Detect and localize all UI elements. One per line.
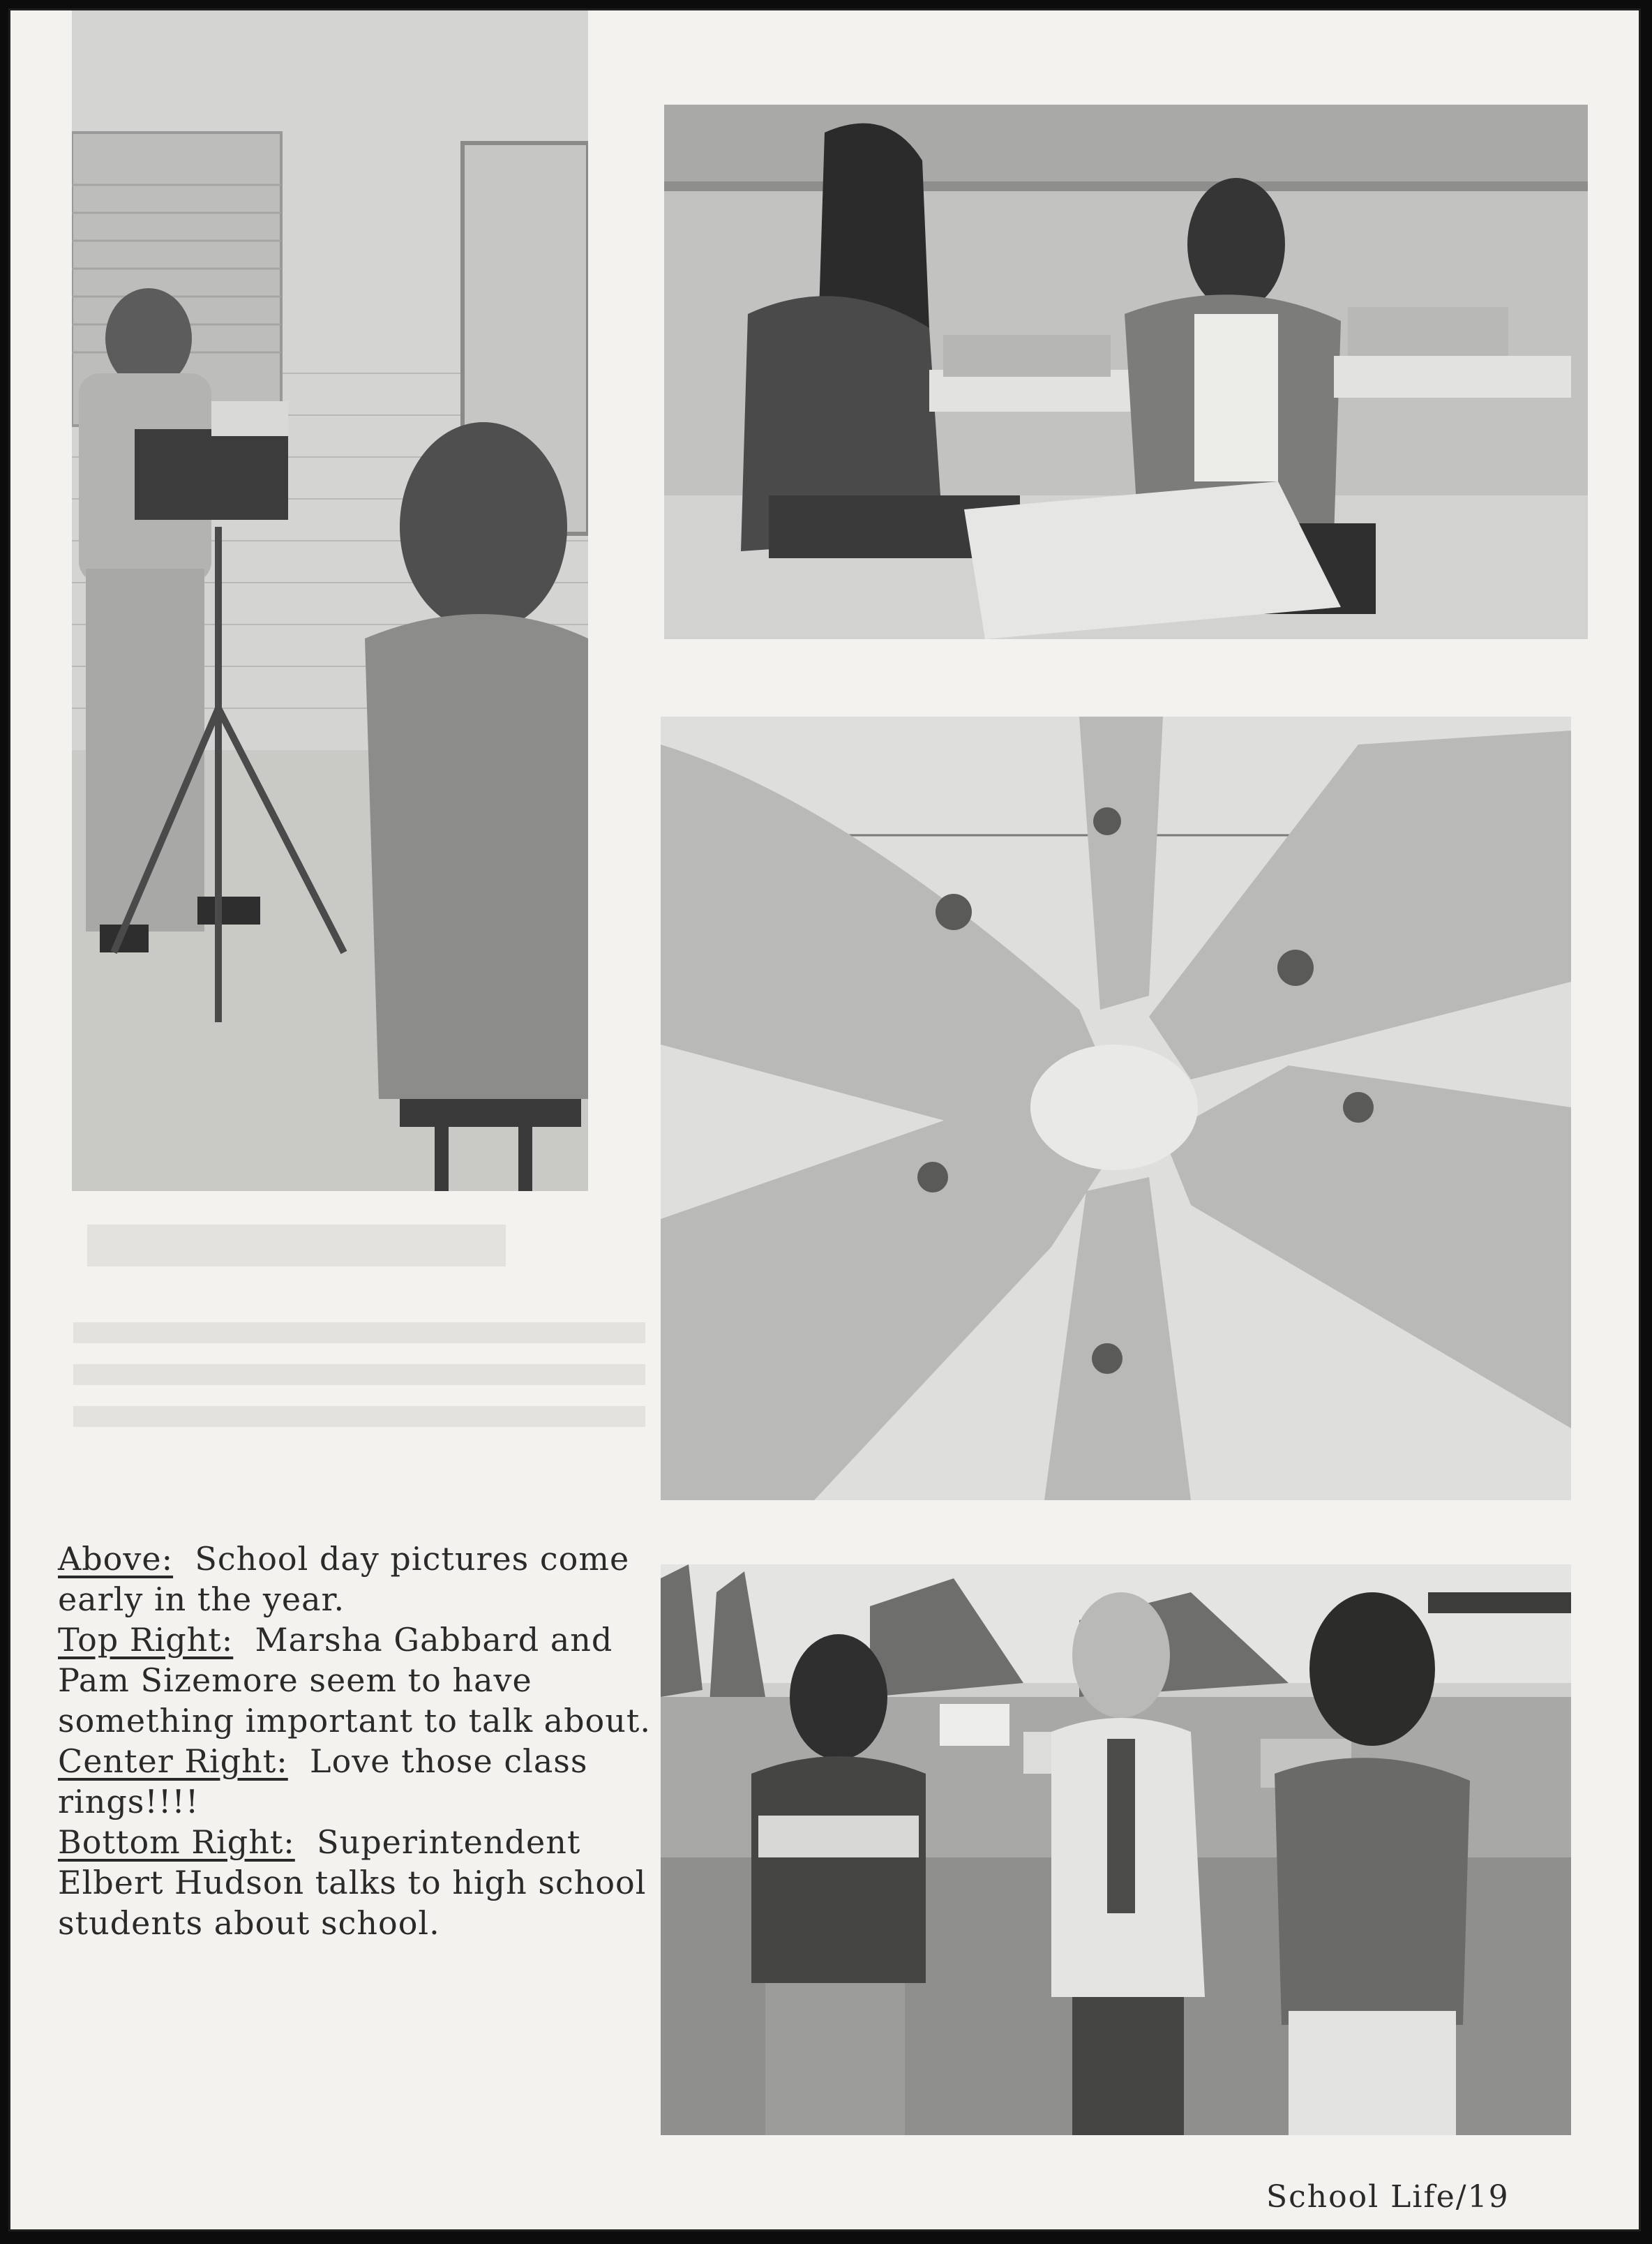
caption-label: Center Right: <box>58 1742 288 1780</box>
yearbook-page <box>8 8 1641 2231</box>
superintendent-photo <box>661 1564 1571 2135</box>
caption-text: Superintendent Elbert Hudson talks to high school students about school. <box>58 1823 647 1942</box>
caption-label: Above: <box>58 1540 174 1578</box>
caption-text: Marsha Gabbard and Pam Sizemore seem to have something important to talk about. <box>58 1621 651 1740</box>
caption-block <box>58 1539 672 1943</box>
caption-center-right <box>58 1741 672 1822</box>
caption-top-right <box>58 1620 672 1741</box>
show-through-ghost <box>73 1211 645 1462</box>
page-folio: School Life/19 <box>1266 2179 1510 2215</box>
caption-text: School day pictures come early in the year. <box>58 1540 630 1618</box>
caption-text: Love those class rings!!!! <box>58 1742 588 1820</box>
caption-above <box>58 1539 672 1620</box>
caption-label: Bottom Right: <box>58 1823 295 1861</box>
desks-conversation-photo <box>664 105 1588 639</box>
school-picture-photo <box>72 10 588 1191</box>
caption-bottom-right <box>58 1822 672 1943</box>
caption-label: Top Right: <box>58 1621 234 1659</box>
class-rings-photo <box>661 717 1571 1500</box>
